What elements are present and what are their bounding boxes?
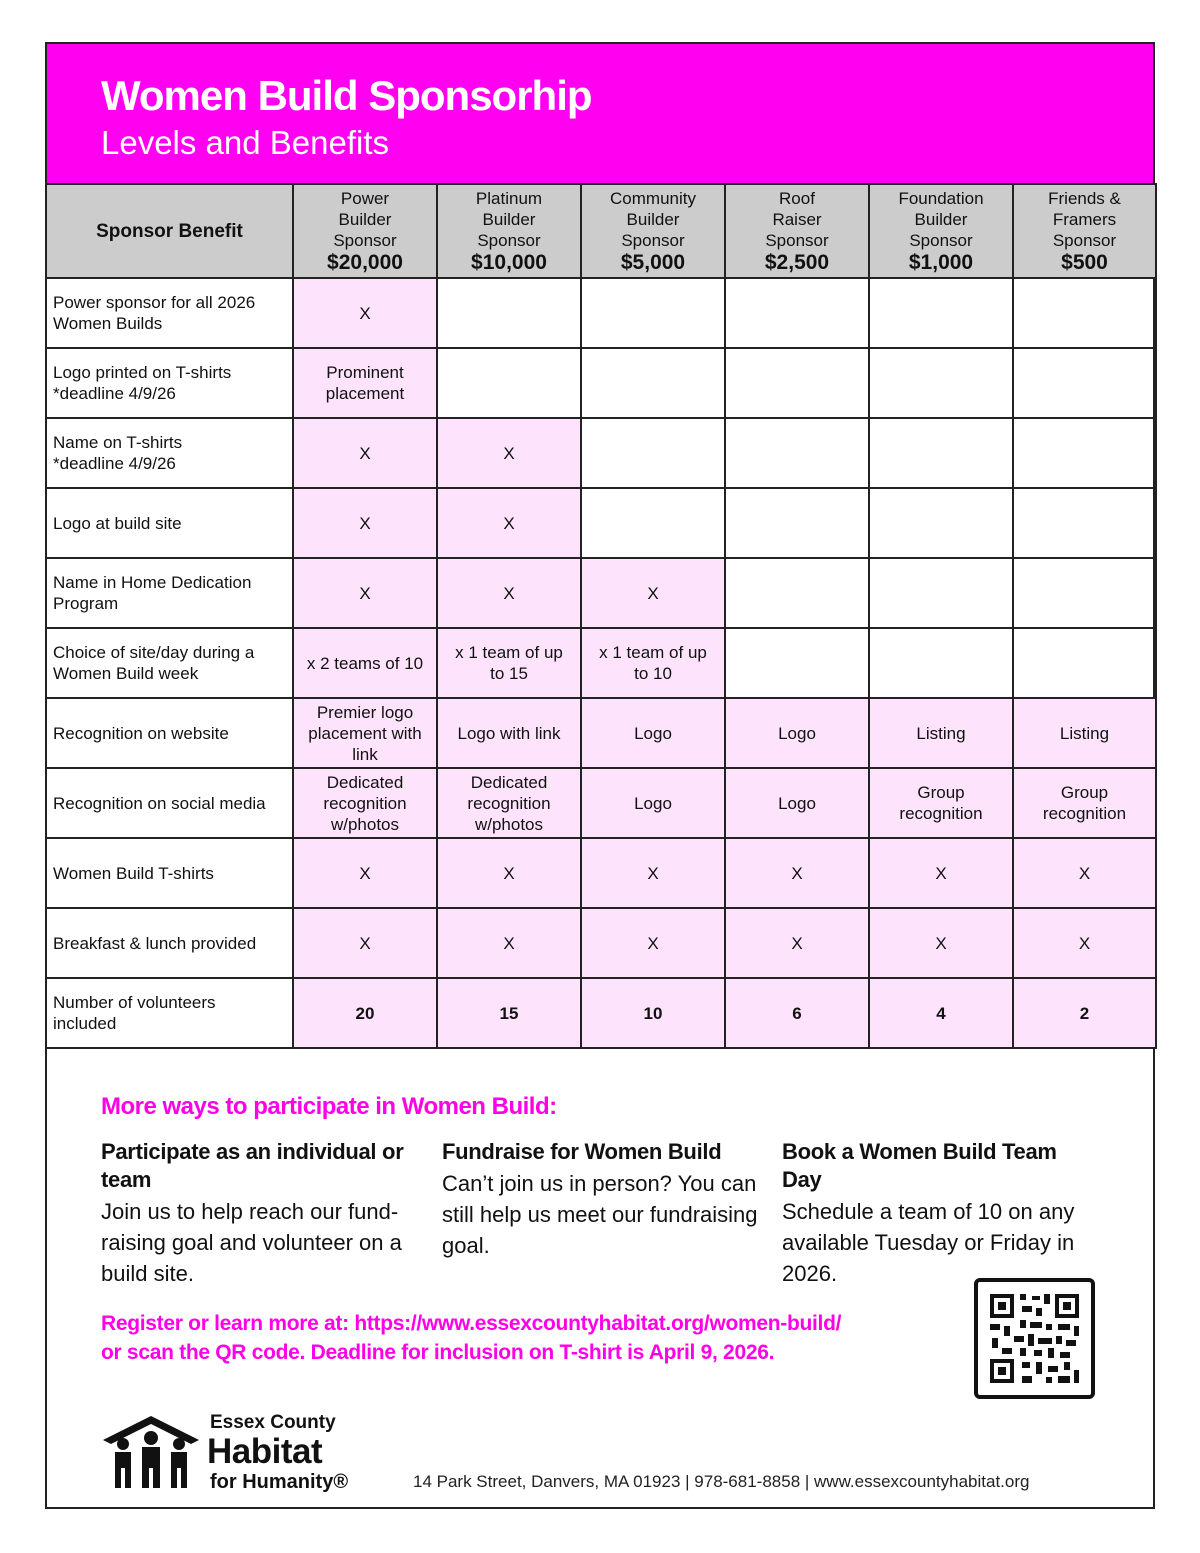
level-amount: $500 bbox=[1061, 250, 1108, 274]
benefit-cell bbox=[293, 628, 437, 698]
register-text bbox=[101, 1309, 921, 1367]
cell-line: x 1 team of up bbox=[455, 643, 563, 662]
benefit-cell bbox=[869, 838, 1013, 908]
benefit-cell bbox=[869, 978, 1013, 1048]
sponsorship-table bbox=[45, 183, 1157, 1049]
benefit-cell bbox=[293, 978, 437, 1048]
cell-line: link bbox=[352, 744, 378, 764]
level-name-line: Sponsor bbox=[621, 230, 685, 250]
benefit-cell bbox=[869, 768, 1013, 838]
cell-line: Prominent bbox=[326, 363, 404, 382]
cell-line: X bbox=[791, 933, 803, 953]
benefit-label bbox=[46, 488, 293, 558]
benefit-cell bbox=[1013, 488, 1156, 558]
benefit-cell bbox=[725, 768, 869, 838]
benefit-cell bbox=[869, 418, 1013, 488]
cell-line: X bbox=[359, 933, 371, 953]
table-row bbox=[46, 348, 1156, 418]
benefit-cell bbox=[581, 558, 725, 628]
table-row bbox=[46, 908, 1156, 978]
table-row bbox=[46, 558, 1156, 628]
cell-line: X bbox=[791, 863, 803, 883]
cell-line: recognition bbox=[1042, 804, 1127, 823]
benefit-cell bbox=[1013, 418, 1156, 488]
table-row bbox=[46, 278, 1156, 348]
benefit-cell bbox=[581, 768, 725, 838]
cell-line: w/photos bbox=[330, 814, 400, 834]
benefit-cell bbox=[725, 278, 869, 348]
benefit-cell bbox=[1013, 558, 1156, 628]
benefit-label bbox=[46, 978, 293, 1048]
logo-line-habitat: Habitat bbox=[207, 1432, 323, 1471]
benefit-line: Power sponsor for all 2026 bbox=[53, 293, 256, 312]
benefit-cell bbox=[725, 838, 869, 908]
benefit-cell bbox=[437, 278, 581, 348]
benefit-cell bbox=[293, 348, 437, 418]
benefit-label bbox=[46, 908, 293, 978]
info-column-title: Book a Women Build Team Day bbox=[782, 1139, 1057, 1192]
level-name-line: Community bbox=[610, 188, 696, 208]
benefit-label bbox=[46, 628, 293, 698]
table-row bbox=[46, 978, 1156, 1048]
benefit-cell bbox=[1013, 278, 1156, 348]
level-name-line: Framers bbox=[1052, 209, 1117, 229]
benefit-cell bbox=[437, 838, 581, 908]
page-subtitle: Levels and Benefits bbox=[101, 124, 390, 161]
header-level-5 bbox=[1013, 184, 1156, 278]
benefit-cell bbox=[869, 908, 1013, 978]
cell-line: Dedicated bbox=[326, 772, 404, 792]
cell-line: X bbox=[647, 583, 659, 603]
cell-line: X bbox=[359, 443, 371, 463]
info-column-title: Fundraise for Women Build bbox=[442, 1139, 722, 1164]
benefit-cell bbox=[869, 348, 1013, 418]
logo-line-humanity: for Humanity® bbox=[210, 1471, 349, 1493]
benefit-line: *deadline 4/9/26 bbox=[53, 454, 176, 473]
level-name-line: Builder bbox=[914, 209, 968, 229]
cell-line: X bbox=[647, 863, 659, 883]
cell-line: X bbox=[503, 583, 515, 603]
benefit-cell bbox=[581, 908, 725, 978]
benefit-cell bbox=[1013, 348, 1156, 418]
benefit-cell bbox=[1013, 768, 1156, 838]
cell-line: X bbox=[359, 303, 371, 323]
cell-line: placement with bbox=[308, 723, 422, 743]
level-amount: $10,000 bbox=[471, 250, 547, 274]
cell-line: to 10 bbox=[634, 664, 672, 683]
register-deadline: or scan the QR code. Deadline for inclusion on T-shirt is April 9, 2026. bbox=[101, 1341, 775, 1364]
more-ways-heading: More ways to participate in Women Build: bbox=[101, 1093, 557, 1120]
table-header-row bbox=[46, 184, 1156, 278]
benefit-cell bbox=[725, 908, 869, 978]
info-column-body: Schedule a team of 10 on any available Tuesday or Friday in 2026. bbox=[782, 1199, 1075, 1286]
level-name-line: Sponsor bbox=[765, 230, 829, 250]
benefit-label bbox=[46, 768, 293, 838]
benefit-label bbox=[46, 698, 293, 768]
info-column-title: Participate as an individual or team bbox=[101, 1139, 404, 1192]
cell-line: Logo with link bbox=[457, 723, 561, 743]
benefit-line: Recognition on website bbox=[53, 723, 229, 743]
table-row bbox=[46, 488, 1156, 558]
benefit-cell bbox=[869, 698, 1013, 768]
benefit-cell bbox=[1013, 698, 1156, 768]
benefit-label bbox=[46, 558, 293, 628]
cell-line: Group bbox=[1060, 783, 1109, 802]
header-level-0 bbox=[293, 184, 437, 278]
page-title: Women Build Sponsorhip bbox=[101, 72, 592, 119]
table-row bbox=[46, 698, 1156, 768]
cell-line: 2 bbox=[1079, 1003, 1090, 1023]
benefit-cell bbox=[293, 558, 437, 628]
benefit-cell bbox=[293, 698, 437, 768]
cell-line: Premier logo bbox=[316, 702, 414, 722]
cell-line: 20 bbox=[355, 1003, 375, 1023]
benefit-cell bbox=[293, 838, 437, 908]
level-name-line: Builder bbox=[338, 209, 392, 229]
level-amount: $5,000 bbox=[620, 250, 686, 274]
table-row bbox=[46, 628, 1156, 698]
cell-line: X bbox=[935, 863, 947, 883]
benefit-cell bbox=[437, 768, 581, 838]
benefit-cell bbox=[437, 698, 581, 768]
header-level-3 bbox=[725, 184, 869, 278]
cell-line: 4 bbox=[936, 1003, 946, 1023]
benefit-cell bbox=[869, 558, 1013, 628]
benefit-cell bbox=[725, 418, 869, 488]
level-name-line: Builder bbox=[482, 209, 536, 229]
benefit-cell bbox=[1013, 908, 1156, 978]
header-level-1 bbox=[437, 184, 581, 278]
benefit-label bbox=[46, 348, 293, 418]
cell-line: w/photos bbox=[474, 814, 544, 834]
level-name-line: Friends & bbox=[1048, 188, 1121, 208]
cell-line: X bbox=[647, 933, 659, 953]
benefit-line: Breakfast & lunch provided bbox=[53, 933, 257, 953]
header-level-4 bbox=[869, 184, 1013, 278]
info-column-fundraise bbox=[442, 1138, 760, 1261]
benefit-cell bbox=[581, 838, 725, 908]
level-name-line: Raiser bbox=[772, 209, 822, 229]
benefit-cell bbox=[725, 698, 869, 768]
cell-line: recognition bbox=[467, 793, 551, 813]
level-name-line: Power bbox=[340, 188, 390, 208]
benefit-line: *deadline 4/9/26 bbox=[53, 384, 176, 403]
level-amount: $1,000 bbox=[908, 250, 974, 274]
cell-line: placement bbox=[325, 384, 405, 403]
benefit-cell bbox=[293, 418, 437, 488]
cell-line: X bbox=[503, 513, 515, 533]
benefit-cell bbox=[1013, 838, 1156, 908]
benefit-cell bbox=[581, 628, 725, 698]
table-row bbox=[46, 838, 1156, 908]
benefit-line: Recognition on social media bbox=[53, 793, 266, 813]
cell-line: X bbox=[1078, 863, 1091, 883]
benefit-cell bbox=[581, 698, 725, 768]
level-name-line: Sponsor bbox=[333, 230, 397, 250]
cell-line: recognition bbox=[323, 793, 407, 813]
benefit-label bbox=[46, 278, 293, 348]
benefit-line: Number of volunteers bbox=[53, 993, 216, 1012]
level-name-line: Sponsor bbox=[909, 230, 973, 250]
benefit-line: Choice of site/day during a bbox=[53, 643, 255, 662]
cell-line: Logo bbox=[634, 723, 672, 743]
benefit-cell bbox=[581, 278, 725, 348]
cell-line: Dedicated bbox=[470, 772, 548, 792]
footer-contact: 14 Park Street, Danvers, MA 01923 | 978-681-8858 | www.essexcountyhabitat.org bbox=[413, 1472, 1030, 1491]
benefit-line: Women Build T-shirts bbox=[53, 863, 214, 883]
info-column-individual bbox=[101, 1138, 419, 1289]
benefit-cell bbox=[725, 628, 869, 698]
header-sponsor-benefit: Sponsor Benefit bbox=[46, 184, 293, 278]
benefit-cell bbox=[293, 768, 437, 838]
benefit-cell bbox=[869, 278, 1013, 348]
benefit-line: Women Builds bbox=[53, 314, 163, 333]
cell-line: 6 bbox=[792, 1003, 802, 1023]
benefit-line: Logo at build site bbox=[53, 513, 182, 533]
info-column-body: Join us to help reach our fund-raising goal and volunteer on a build site. bbox=[101, 1199, 402, 1286]
cell-line: X bbox=[1078, 933, 1091, 953]
header-level-2 bbox=[581, 184, 725, 278]
benefit-label bbox=[46, 838, 293, 908]
benefit-cell bbox=[437, 348, 581, 418]
qr-code[interactable] bbox=[974, 1278, 1095, 1399]
cell-line: x 1 team of up bbox=[599, 643, 707, 662]
benefit-cell bbox=[437, 488, 581, 558]
cell-line: Listing bbox=[916, 723, 966, 743]
benefit-label bbox=[46, 418, 293, 488]
benefit-cell bbox=[725, 488, 869, 558]
benefit-line: included bbox=[53, 1014, 117, 1033]
level-amount: $2,500 bbox=[764, 250, 830, 274]
benefit-cell bbox=[725, 978, 869, 1048]
cell-line: X bbox=[503, 443, 515, 463]
cell-line: X bbox=[359, 513, 371, 533]
cell-line: to 15 bbox=[490, 664, 528, 683]
benefit-cell bbox=[293, 488, 437, 558]
benefit-line: Name in Home Dedication bbox=[53, 573, 252, 592]
cell-line: Listing bbox=[1059, 723, 1110, 743]
cell-line: Logo bbox=[634, 793, 672, 813]
cell-line: 10 bbox=[643, 1003, 663, 1023]
cell-line: X bbox=[503, 933, 515, 953]
benefit-cell bbox=[869, 488, 1013, 558]
level-name-line: Foundation bbox=[898, 188, 984, 208]
benefit-cell bbox=[437, 558, 581, 628]
benefit-cell bbox=[437, 908, 581, 978]
benefit-cell bbox=[437, 628, 581, 698]
benefit-cell bbox=[581, 348, 725, 418]
benefit-cell bbox=[725, 558, 869, 628]
cell-line: Logo bbox=[778, 793, 816, 813]
level-name-line: Sponsor bbox=[477, 230, 541, 250]
cell-line: 15 bbox=[499, 1003, 519, 1023]
cell-line: X bbox=[503, 863, 515, 883]
benefit-cell bbox=[1013, 628, 1156, 698]
benefit-line: Program bbox=[53, 594, 119, 613]
benefit-line: Logo printed on T-shirts bbox=[53, 363, 232, 382]
benefit-cell bbox=[293, 908, 437, 978]
benefit-cell bbox=[437, 418, 581, 488]
cell-line: X bbox=[359, 863, 371, 883]
logo-line-essex: Essex County bbox=[210, 1412, 336, 1433]
cell-line: x 2 teams of 10 bbox=[306, 653, 424, 673]
level-name-line: Roof bbox=[779, 188, 815, 208]
table-row bbox=[46, 768, 1156, 838]
benefit-cell bbox=[293, 278, 437, 348]
cell-line: recognition bbox=[899, 804, 983, 823]
benefit-line: Women Build week bbox=[53, 664, 199, 683]
benefit-cell bbox=[581, 488, 725, 558]
benefit-cell bbox=[1013, 978, 1156, 1048]
level-name-line: Platinum bbox=[475, 188, 543, 208]
level-name-line: Builder bbox=[626, 209, 680, 229]
benefit-cell bbox=[725, 348, 869, 418]
benefit-cell bbox=[581, 978, 725, 1048]
cell-line: Logo bbox=[778, 723, 816, 743]
benefit-cell bbox=[869, 628, 1013, 698]
level-name-line: Sponsor bbox=[1052, 230, 1117, 250]
benefit-line: Name on T-shirts bbox=[53, 433, 183, 452]
benefit-cell bbox=[581, 418, 725, 488]
level-amount: $20,000 bbox=[327, 250, 403, 274]
register-link[interactable]: Register or learn more at: https://www.essexcountyhabitat.org/women-build/ bbox=[101, 1312, 842, 1335]
cell-line: X bbox=[359, 583, 371, 603]
table-row bbox=[46, 418, 1156, 488]
cell-line: Group bbox=[917, 783, 965, 802]
cell-line: X bbox=[935, 933, 947, 953]
info-column-body: Can’t join us in person? You can still help us meet our fundraising goal. bbox=[442, 1171, 758, 1258]
info-column-team-day bbox=[782, 1138, 1100, 1289]
benefit-cell bbox=[437, 978, 581, 1048]
